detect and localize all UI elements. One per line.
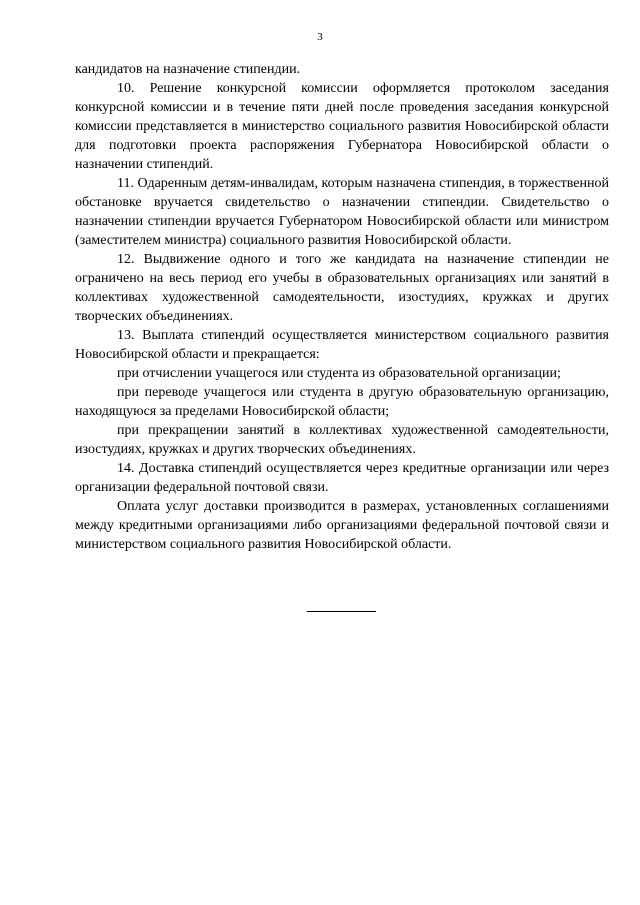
- end-of-document-rule: [307, 611, 376, 612]
- paragraph-item-12: 12. Выдвижение одного и того же кандидата на назначение стипендии не ограничено на весь период его учебы в образовательных организациях или занятий в коллективах художественной самодеятельности, изостудиях, кружках и других творческих объединениях.: [75, 252, 609, 324]
- paragraph-continuation: кандидатов на назначение стипендии.: [75, 62, 301, 77]
- paragraph-item-10: 10. Решение конкурсной комиссии оформляется протоколом заседания конкурсной комиссии и в течение пяти дней после проведения заседания конкурсной комиссии представляется в министерство социального развития Новосибирской области для подготовки проекта распоряжения Губернатора Новосибирской области о назначении стипендий.: [75, 81, 609, 172]
- page-number: 3: [317, 31, 323, 43]
- paragraph-delivery-payment: Оплата услуг доставки производится в размерах, установленных соглашениями между кредитными организациями либо организациями федеральной почтовой связи и министерством социального развития Новосибирской области.: [75, 499, 609, 552]
- paragraph-item-13: 13. Выплата стипендий осуществляется министерством социального развития Новосибирской области и прекращается:: [75, 328, 609, 362]
- document-body: [75, 60, 609, 554]
- paragraph-item-11: 11. Одаренным детям-инвалидам, которым назначена стипендия, в торжественной обстановке вручается свидетельство о назначении стипендии. Свидетельство о назначении стипендии вручается Губернатором Новосибирской области или министром (заместителем министра) социального развития Новосибирской области.: [75, 176, 609, 248]
- paragraph-item-13-case-termination: при прекращении занятий в коллективах художественной самодеятельности, изостудиях, кружках и других творческих объединениях.: [75, 423, 609, 457]
- paragraph-item-13-case-transfer: при переводе учащегося или студента в другую образовательную организацию, находящуюся за пределами Новосибирской области;: [75, 385, 609, 419]
- paragraph-item-14: 14. Доставка стипендий осуществляется через кредитные организации или через организации федеральной почтовой связи.: [75, 461, 609, 495]
- paragraph-item-13-case-expulsion: при отчислении учащегося или студента из образовательной организации;: [117, 366, 561, 381]
